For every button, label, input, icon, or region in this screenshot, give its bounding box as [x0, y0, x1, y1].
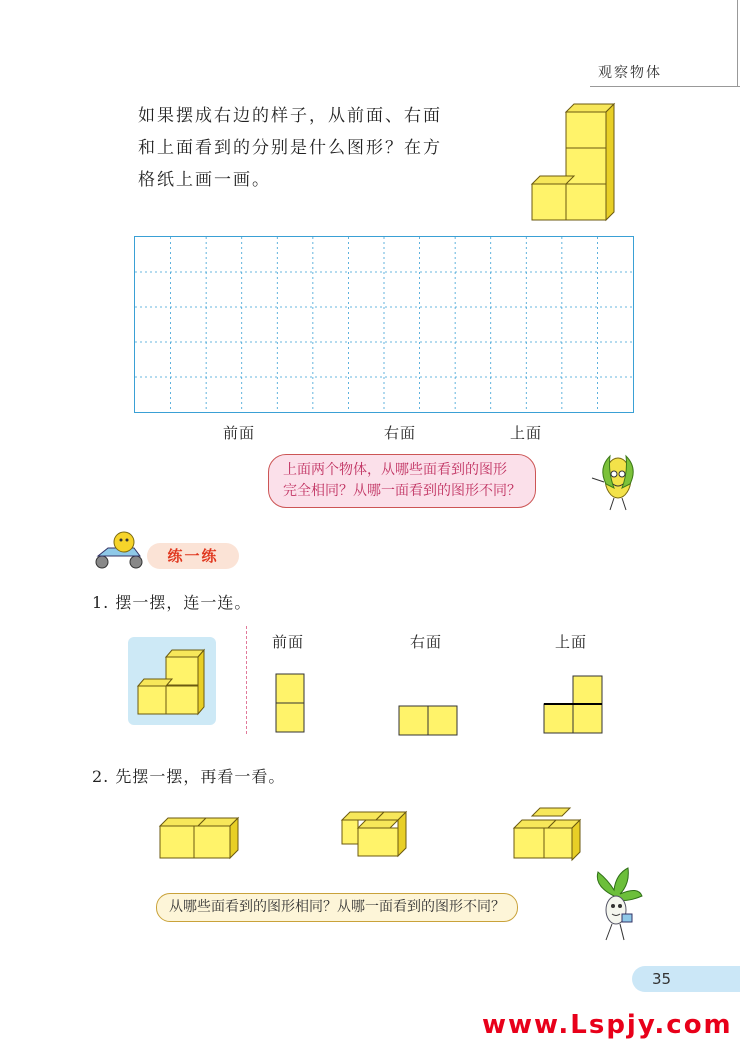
header-edge-line	[737, 0, 738, 86]
header-divider	[590, 86, 740, 87]
cube-arrangement-1	[158, 810, 240, 862]
intro-line: 如果摆成右边的样子，从前面、右面	[138, 106, 442, 126]
cube-stack-illustration	[528, 100, 618, 225]
q1-column-right: 右面	[410, 633, 443, 651]
hint-line: 上面两个物体，从哪些面看到的图形	[283, 462, 507, 478]
watermark-link[interactable]: www.Lspjy.com	[482, 1010, 733, 1040]
cube-arrangement-2	[340, 808, 412, 860]
dashed-divider	[246, 626, 247, 734]
cube-arrangement-3	[512, 806, 584, 862]
intro-text	[138, 100, 488, 196]
grid-label-right: 右面	[384, 424, 417, 442]
view-option-front[interactable]	[275, 673, 305, 733]
motorbike-mascot-icon	[90, 530, 152, 570]
grid-label-top: 上面	[510, 424, 543, 442]
question-2-text: 2. 先摆一摆，再看一看。	[92, 767, 286, 786]
grid-paper[interactable]	[134, 236, 634, 413]
intro-line: 和上面看到的分别是什么图形？在方	[138, 138, 442, 158]
view-option-top[interactable]	[543, 675, 603, 735]
cube-l-shape-illustration	[128, 637, 216, 725]
hint-bubble-2	[156, 893, 518, 922]
q1-column-front: 前面	[272, 633, 305, 651]
view-option-right[interactable]	[398, 705, 458, 737]
page-number: 35	[632, 966, 740, 992]
question-1-text: 1. 摆一摆，连一连。	[92, 593, 252, 612]
section-title: 观察物体	[598, 65, 662, 81]
q1-column-top: 上面	[555, 633, 588, 651]
hint-text: 从哪些面看到的图形相同？从哪一面看到的图形不同？	[169, 899, 505, 915]
cabbage-mascot-icon	[584, 866, 646, 944]
q1-object-panel[interactable]	[128, 637, 216, 725]
hint-bubble	[268, 454, 536, 508]
grid-lines	[135, 237, 633, 412]
intro-line: 格纸上画一画。	[138, 170, 271, 190]
practice-badge: 练一练	[147, 543, 239, 569]
hint-line: 完全相同？从哪一面看到的图形不同？	[283, 483, 521, 499]
grid-label-front: 前面	[223, 424, 256, 442]
corn-mascot-icon	[584, 448, 646, 514]
